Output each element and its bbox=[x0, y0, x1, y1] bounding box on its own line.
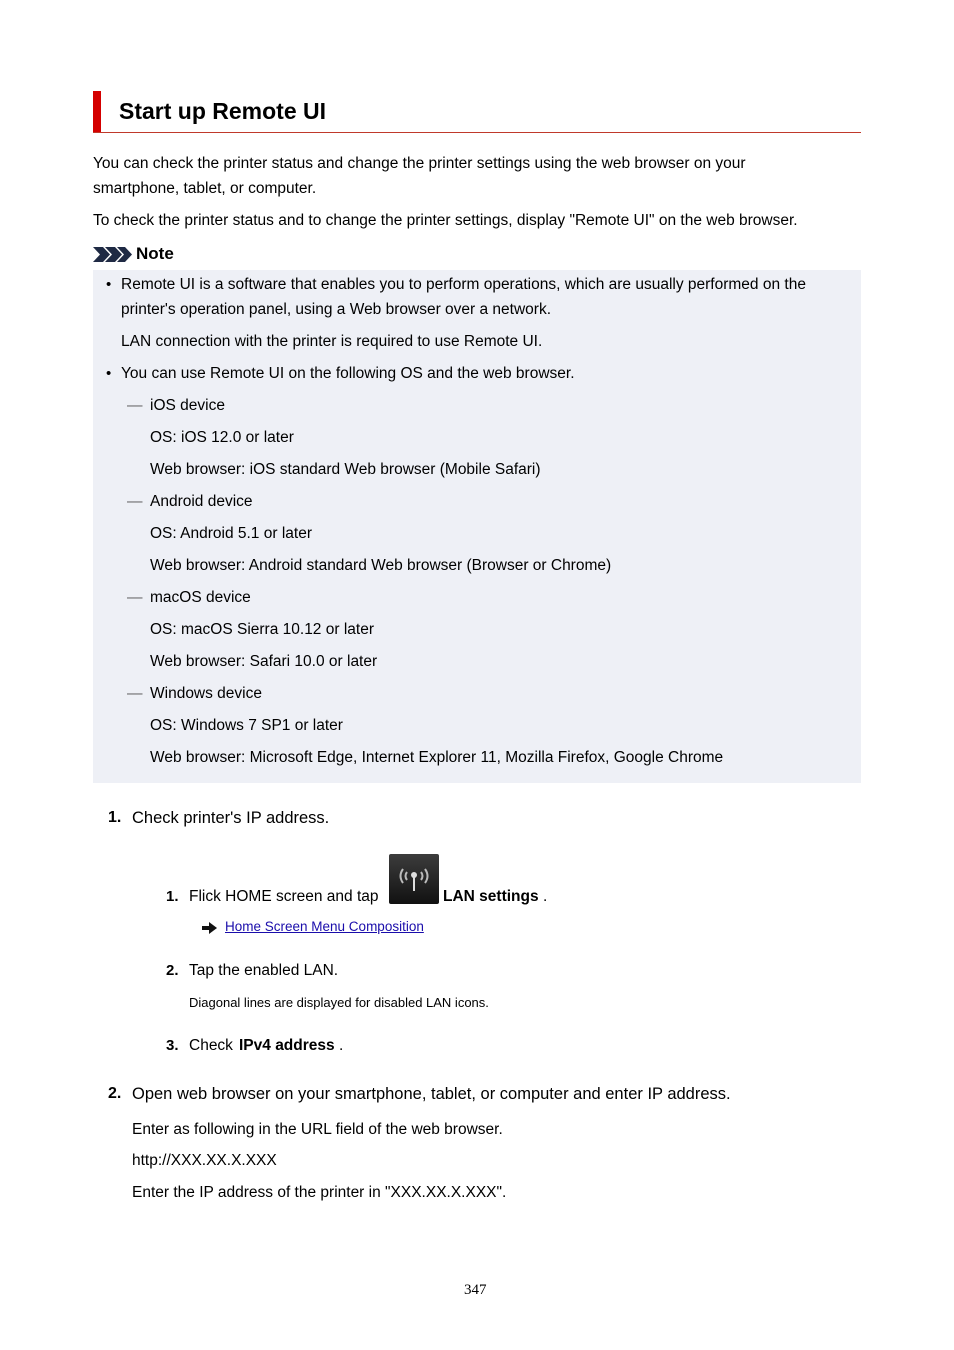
heading-underline bbox=[93, 132, 861, 133]
device-name: Android device bbox=[150, 493, 253, 510]
device-os: OS: Windows 7 SP1 or later bbox=[150, 717, 343, 734]
device-browser: Web browser: Android standard Web browser (Browser or Chrome) bbox=[150, 557, 612, 574]
bullet-dot: • bbox=[106, 276, 112, 293]
step2-url-example: http://XXX.XX.X.XXX bbox=[132, 1152, 277, 1169]
step1-text: Check printer's IP address. bbox=[132, 809, 330, 827]
note-bullet1-line3: LAN connection with the printer is required to use Remote UI. bbox=[121, 333, 543, 350]
note-bullet2: You can use Remote UI on the following OS and the web browser. bbox=[121, 365, 575, 382]
substep3-text: Check bbox=[189, 1037, 233, 1054]
step2-text: Open web browser on your smartphone, tablet, or computer and enter IP address. bbox=[132, 1085, 731, 1103]
dash-marker: — bbox=[127, 589, 143, 606]
ipv4-address-label: IPv4 address bbox=[239, 1037, 335, 1054]
step-number: 2. bbox=[108, 1085, 122, 1102]
page-number: 347 bbox=[464, 1282, 487, 1298]
substep-number: 2. bbox=[166, 962, 179, 979]
step2-line3: Enter the IP address of the printer in "XXX.XX.X.XXX". bbox=[132, 1184, 507, 1201]
substep-number: 1. bbox=[166, 888, 179, 905]
step2-line1: Enter as following in the URL field of the web browser. bbox=[132, 1121, 503, 1138]
device-browser: Web browser: iOS standard Web browser (Mobile Safari) bbox=[150, 461, 541, 478]
note-title: Note bbox=[136, 244, 174, 263]
device-browser: Web browser: Microsoft Edge, Internet Explorer 11, Mozilla Firefox, Google Chrome bbox=[150, 749, 724, 766]
device-os: OS: Android 5.1 or later bbox=[150, 525, 312, 542]
dash-marker: — bbox=[127, 397, 143, 414]
dash-marker: — bbox=[127, 685, 143, 702]
substep2-text: Tap the enabled LAN. bbox=[189, 962, 339, 979]
heading-accent-bar bbox=[93, 91, 101, 133]
dash-marker: — bbox=[127, 493, 143, 510]
lan-settings-icon[interactable] bbox=[389, 854, 439, 904]
intro-line-1: You can check the printer status and change the printer settings using the web browser on your bbox=[93, 155, 746, 172]
substep1-text: Flick HOME screen and tap bbox=[189, 888, 379, 905]
lan-settings-label: LAN settings bbox=[443, 888, 539, 905]
note-arrows-icon bbox=[93, 246, 133, 268]
step-number: 1. bbox=[108, 809, 122, 826]
device-name: Windows device bbox=[150, 685, 262, 702]
home-screen-menu-link[interactable]: Home Screen Menu Composition bbox=[225, 919, 424, 934]
device-os: OS: macOS Sierra 10.12 or later bbox=[150, 621, 374, 638]
substep2-note: Diagonal lines are displayed for disabled LAN icons. bbox=[189, 995, 489, 1010]
period: . bbox=[339, 1037, 344, 1054]
substep-number: 3. bbox=[166, 1037, 179, 1054]
device-name: macOS device bbox=[150, 589, 251, 606]
device-name: iOS device bbox=[150, 397, 225, 414]
device-browser: Web browser: Safari 10.0 or later bbox=[150, 653, 378, 670]
note-bullet1-line2: printer's operation panel, using a Web browser over a network. bbox=[121, 301, 552, 318]
bullet-dot: • bbox=[106, 365, 112, 382]
device-os: OS: iOS 12.0 or later bbox=[150, 429, 294, 446]
page-title: Start up Remote UI bbox=[119, 98, 327, 124]
arrow-right-icon bbox=[202, 921, 217, 939]
note-bullet1-line1: Remote UI is a software that enables you to perform operations, which are usually performed on the bbox=[121, 276, 806, 293]
intro-line-3: To check the printer status and to change the printer settings, display "Remote UI" on the web browser. bbox=[93, 212, 798, 229]
intro-line-2: smartphone, tablet, or computer. bbox=[93, 180, 317, 197]
period: . bbox=[543, 888, 548, 905]
